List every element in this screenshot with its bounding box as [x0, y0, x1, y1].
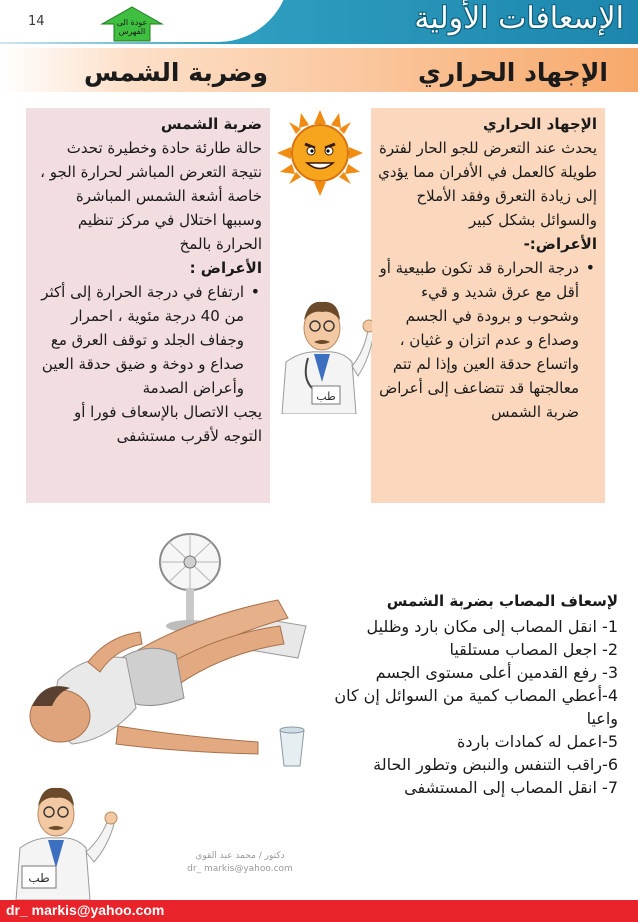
- first-aid-step: 2- اجعل المصاب مستلقيا: [449, 640, 618, 659]
- author-name: دكتور / محمد عبد القوي: [195, 851, 285, 861]
- heat-exhaustion-box: [371, 108, 605, 503]
- first-aid-step: 3- رفع القدمين أعلى مستوى الجسم: [375, 663, 618, 682]
- heat-stroke-note: يجب الاتصال بالإسعاف فورا أو التوجه لأقرب مستشفى: [74, 403, 262, 445]
- page-title: الإسعافات الأولية: [414, 1, 624, 36]
- heat-stroke-symptoms-heading: الأعراض :: [189, 259, 262, 277]
- home-link[interactable]: عودة الى الفهرس: [116, 18, 148, 36]
- heat-exhaustion-heading: الإجهاد الحراري: [482, 115, 597, 133]
- heat-stroke-description: حالة طارئة حادة وخطيرة تحدث نتيجة التعرض المباشر لحرارة الجو ، خاصة أشعة الشمس المباشرة وسببها اختلال في مركز تنظيم الحرارة بالمخ: [40, 139, 262, 253]
- first-aid-section: [318, 590, 618, 799]
- footer-bar: [0, 900, 638, 922]
- heat-exhaustion-symptoms-list: [377, 256, 597, 424]
- svg-text:طب: طب: [316, 390, 336, 403]
- first-aid-steps: [318, 615, 618, 799]
- footer-email[interactable]: dr_ markis@yahoo.com: [6, 902, 165, 918]
- heat-exhaustion-description: يحدث عند التعرض للجو الحار لفترة طويلة كالعمل في الأفران مما يؤدي إلى زيادة التعرق وفقد الأملاح والسوائل بشكل كبير: [378, 139, 597, 229]
- doctor-illustration-footer: [8, 778, 120, 900]
- page-number: 14: [28, 14, 45, 29]
- patient-lying-fan-illustration: [18, 530, 318, 792]
- author-credit: [160, 850, 320, 876]
- heat-exhaustion-symptoms: • درجة الحرارة قد تكون طبيعية أو أقل مع عرق شديد و قيء وشحوب و برودة في الجسم وصداع و عدم اتزان و غثيان ، واتساع حدقة العين وإذا لم تتم معالجتها قد تتضاعف إلى أعراض ضربة الشمس: [377, 256, 579, 424]
- first-aid-step: 6-راقب التنفس والنبض وتطور الحالة: [373, 755, 618, 774]
- subtitle-heat-stroke: وضربة الشمس: [84, 58, 268, 87]
- subtitle-heat-exhaustion: الإجهاد الحراري: [417, 58, 608, 87]
- heat-stroke-heading: ضربة الشمس: [160, 115, 262, 133]
- heat-stroke-symptoms: • ارتفاع في درجة الحرارة إلى أكثر من 40 درجة مئوية ، احمرار وجفاف الجلد و توقف العرق مع صداع و دوخة و ضيق حدقة العين وأعراض الصدمة: [32, 280, 244, 400]
- author-email: dr_ markis@yahoo.com: [187, 864, 293, 874]
- first-aid-step: 4-أعطي المصاب كمية من السوائل إن كان واعيا: [334, 686, 618, 728]
- heat-stroke-symptoms-list: [32, 280, 262, 400]
- first-aid-step: 1- انقل المصاب إلى مكان بارد وظليل: [366, 617, 618, 636]
- first-aid-step: 5-اعمل له كمادات باردة: [457, 732, 618, 751]
- svg-text:طب: طب: [28, 871, 50, 885]
- first-aid-step: 7- انقل المصاب إلى المستشفى: [404, 778, 618, 797]
- heat-stroke-box: [26, 108, 270, 503]
- doctor-illustration: [272, 292, 372, 414]
- angry-sun-icon: [277, 110, 363, 196]
- heat-exhaustion-symptoms-heading: الأعراض:-: [523, 235, 597, 253]
- first-aid-heading: لإسعاف المصاب بضربة الشمس: [386, 592, 618, 610]
